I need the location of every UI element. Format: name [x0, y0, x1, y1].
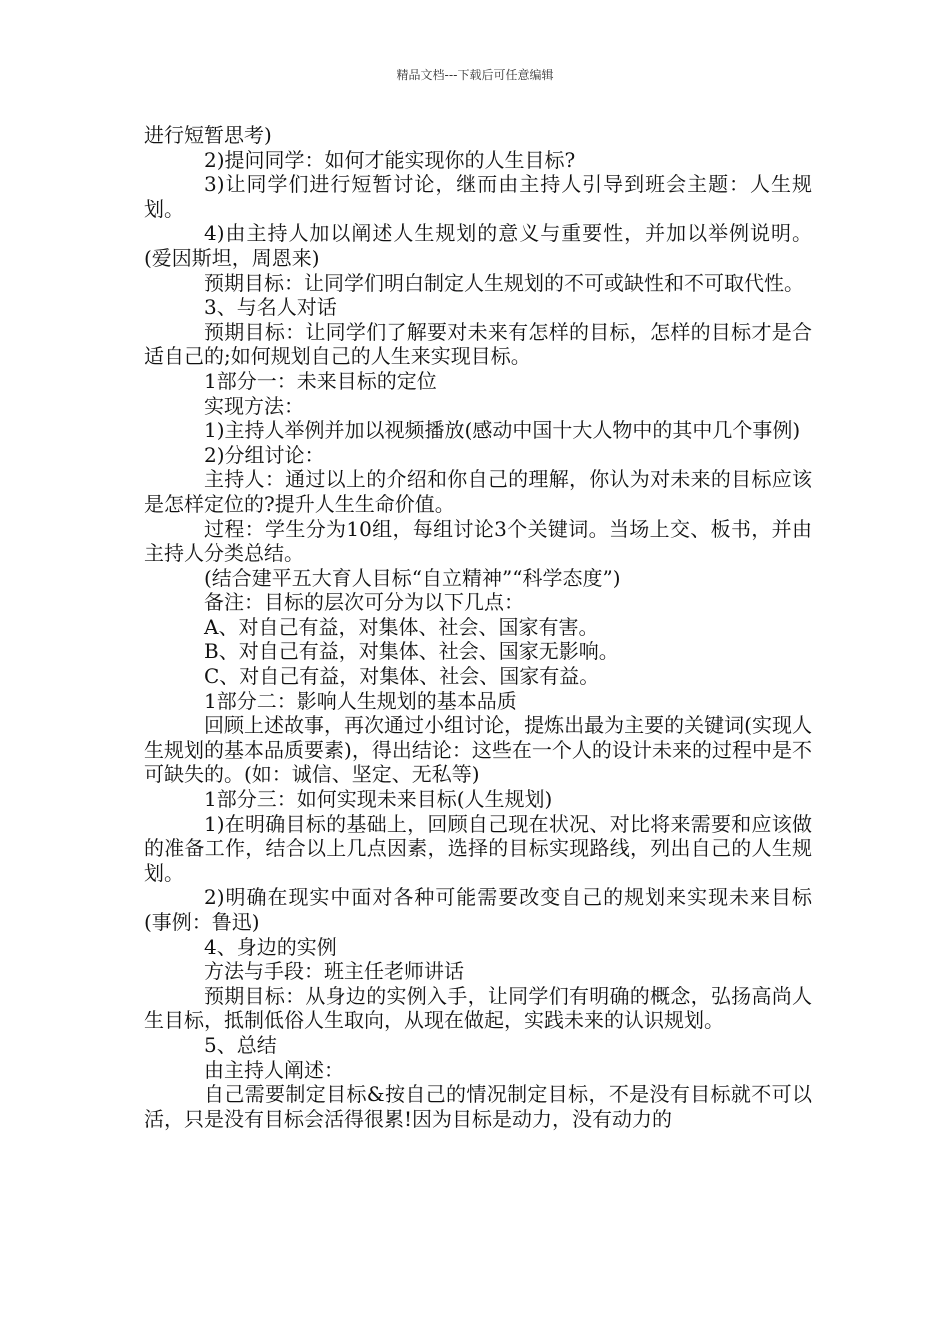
paragraph: 预期目标：从身边的实例入手，让同学们有明确的概念，弘扬高尚人生目标，抵制低俗人生取向，从现在做起，实践未来的认识规划。 — [144, 983, 812, 1033]
paragraph: 3、与名人对话 — [204, 295, 337, 320]
paragraph: A、对自己有益，对集体、社会、国家有害。 — [204, 614, 599, 639]
paragraph: 自己需要制定目标&按自己的情况制定目标，不是没有目标就不可以活，只是没有目标会活得很累!因为目标是动力，没有动力的 — [144, 1082, 812, 1131]
paragraph: C、对自己有益，对集体、社会、国家有益。 — [204, 664, 600, 689]
paragraph: 主持人：通过以上的介绍和你自己的理解，你认为对未来的目标应该是怎样定位的?提升人生生命价值。 — [144, 467, 812, 516]
paragraph: 1)主持人举例并加以视频播放(感动中国十大人物中的其中几个事例) — [204, 418, 801, 443]
paragraph: 3)让同学们进行短暂讨论，继而由主持人引导到班会主题：人生规划。 — [144, 172, 812, 221]
paragraph: 由主持人阐述： — [204, 1057, 344, 1082]
paragraph: 4)由主持人加以阐述人生规划的意义与重要性，并加以举例说明。(爱因斯坦，周恩来) — [144, 221, 812, 270]
paragraph: 过程：学生分为10组，每组讨论3个关键词。当场上交、板书，并由主持人分类总结。 — [144, 516, 812, 566]
paragraph: 进行短暂思考) — [144, 123, 272, 147]
paragraph: 预期目标：让同学们明白制定人生规划的不可或缺性和不可取代性。 — [204, 270, 804, 295]
paragraph: 1)在明确目标的基础上，回顾自己现在状况、对比将来需要和应该做的准备工作，结合以上几点因素，选择的目标实现路线，列出自己的人生规划。 — [144, 811, 812, 885]
page-header: 精品文档---下载后可任意编辑 — [396, 68, 554, 82]
paragraph: 4、身边的实例 — [204, 934, 337, 959]
paragraph: 2)提问同学：如何才能实现你的人生目标? — [204, 147, 576, 172]
paragraph: 1部分三：如何实现未来目标(人生规划) — [204, 787, 553, 812]
paragraph: 方法与手段：班主任老师讲话 — [204, 959, 464, 984]
paragraph: 1部分一：未来目标的定位 — [204, 368, 437, 393]
paragraph: (结合建平五大育人目标“自立精神”“科学态度”) — [204, 565, 621, 590]
paragraph: 2)分组讨论： — [204, 442, 325, 467]
paragraph: B、对自己有益，对集体、社会、国家无影响。 — [204, 639, 619, 664]
paragraph: 备注：目标的层次可分为以下几点： — [204, 590, 524, 615]
document-body — [144, 123, 812, 1131]
paragraph: 5、总结 — [204, 1032, 277, 1057]
paragraph: 实现方法： — [204, 393, 304, 418]
paragraph: 2)明确在现实中面对各种可能需要改变自己的规划来实现未来目标(事例：鲁迅) — [144, 885, 812, 934]
paragraph: 回顾上述故事，再次通过小组讨论，提炼出最为主要的关键词(实现人生规划的基本品质要素)，得出结论：这些在一个人的设计未来的过程中是不可缺失的。(如：诚信、坚定、无私等) — [144, 713, 812, 787]
paragraph: 1部分二：影响人生规划的基本品质 — [204, 688, 517, 713]
paragraph: 预期目标：让同学们了解要对未来有怎样的目标，怎样的目标才是合适自己的;如何规划自己的人生来实现目标。 — [144, 319, 812, 369]
